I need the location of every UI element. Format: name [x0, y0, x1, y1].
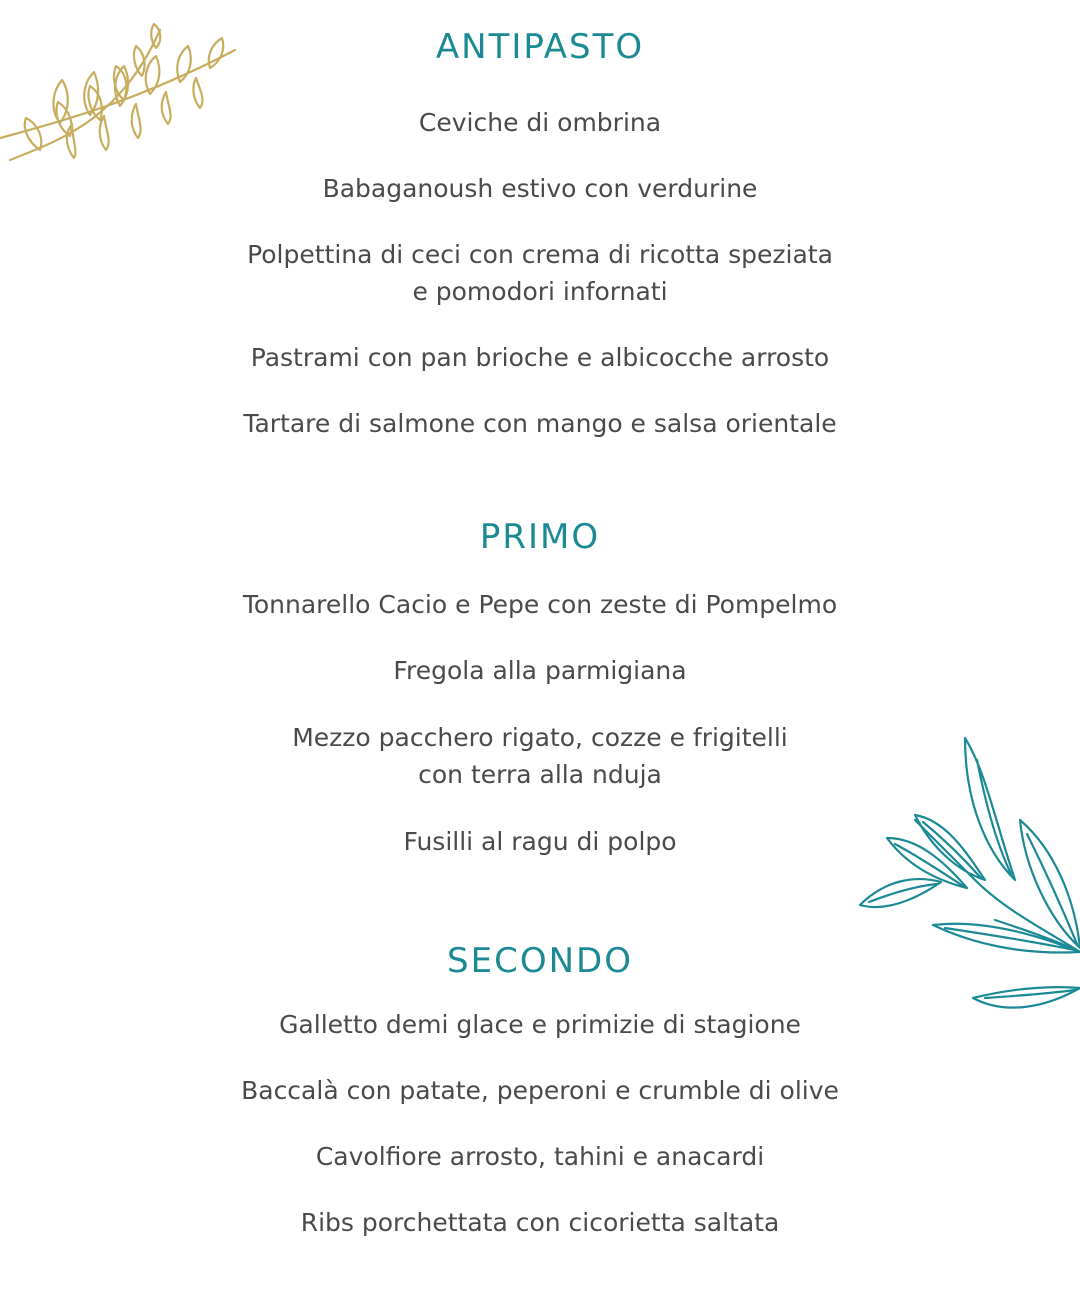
- dish-antipasto-2: [0, 170, 1080, 207]
- section-title-antipasto: ANTIPASTO: [435, 27, 645, 67]
- dish-line: Mezzo pacchero rigato, cozze e frigitelli: [292, 723, 788, 752]
- dish-antipasto-5: [0, 405, 1080, 442]
- dish-secondo-1: [0, 1006, 1080, 1043]
- dish-antipasto-3: [0, 236, 1080, 310]
- dish-secondo-3: [0, 1138, 1080, 1175]
- dish-antipasto-4: [0, 339, 1080, 376]
- dish-antipasto-1: [0, 104, 1080, 141]
- dish-line: Ceviche di ombrina: [418, 108, 662, 137]
- dish-line: Baccalà con patate, peperoni e crumble di olive: [241, 1076, 839, 1105]
- dish-line: Galletto demi glace e primizie di stagione: [279, 1010, 801, 1039]
- dish-line: Tartare di salmone con mango e salsa orientale: [243, 409, 837, 438]
- dish-primo-4: [0, 823, 1080, 860]
- dish-secondo-2: [0, 1072, 1080, 1109]
- dish-primo-1: [0, 586, 1080, 623]
- dish-line: con terra alla nduja: [418, 760, 662, 789]
- dish-line: Polpettina di ceci con crema di ricotta speziata: [247, 240, 833, 269]
- dish-line: Fusilli al ragu di polpo: [403, 827, 677, 856]
- dish-line: Pastrami con pan brioche e albicocche arrosto: [250, 343, 830, 372]
- dish-secondo-4: [0, 1204, 1080, 1241]
- dish-primo-2: [0, 652, 1080, 689]
- dish-line: Tonnarello Cacio e Pepe con zeste di Pompelmo: [242, 590, 838, 619]
- dish-line: Babaganoush estivo con verdurine: [322, 174, 758, 203]
- section-title-primo: PRIMO: [479, 517, 601, 557]
- dish-primo-3: [0, 719, 1080, 793]
- section-title-secondo: SECONDO: [447, 941, 633, 981]
- dish-line: Fregola alla parmigiana: [393, 656, 687, 685]
- dish-line: e pomodori infornati: [412, 277, 668, 306]
- dish-line: Cavolfiore arrosto, tahini e anacardi: [315, 1142, 765, 1171]
- dish-line: Ribs porchettata con cicorietta saltata: [300, 1208, 780, 1237]
